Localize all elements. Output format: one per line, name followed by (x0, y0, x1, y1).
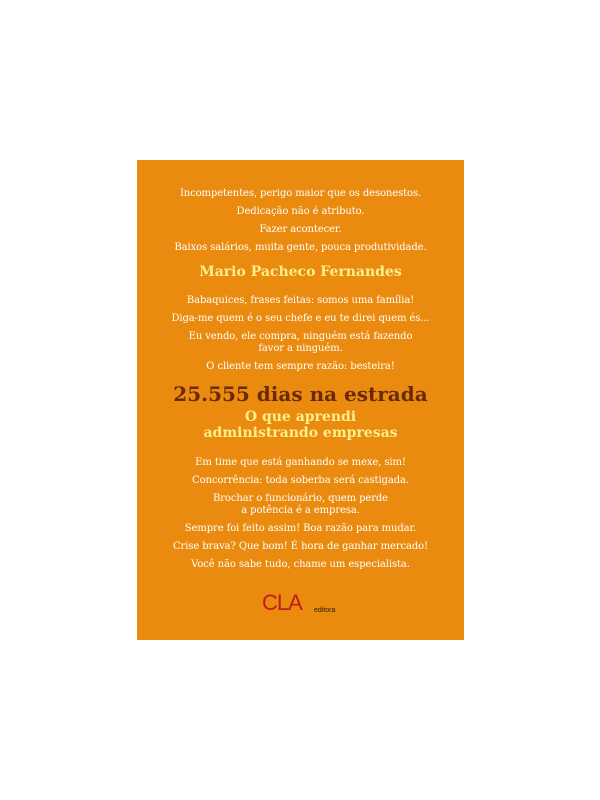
phrase-line: a potência é a empresa. (241, 505, 360, 516)
book-cover (137, 160, 464, 640)
phrase-line: Fazer acontecer. (259, 224, 342, 235)
book-subtitle (137, 409, 464, 441)
phrase-line: Crise brava? Que bom! É hora de ganhar mercado! (173, 541, 428, 552)
middle-phrases (137, 295, 464, 379)
phrase-line: O cliente tem sempre razão: besteira! (206, 361, 395, 372)
phrase-line: Sempre foi feito assim! Boa razão para mudar. (184, 523, 417, 534)
phrase-line: Concorrência: toda soberba será castigada. (192, 475, 409, 486)
top-phrases (137, 188, 464, 260)
author-name: Mario Pacheco Fernandes (199, 264, 402, 280)
phrase-line: Eu vendo, ele compra, ninguém está fazendo (188, 331, 413, 342)
subtitle-line: O que aprendi (244, 409, 357, 425)
phrase-line: Você não sabe tudo, chame um especialista. (191, 559, 410, 570)
publisher-logo-subtext: editora (314, 607, 336, 614)
subtitle-line: administrando empresas (203, 425, 398, 441)
publisher-logo-text: CLA (262, 590, 302, 615)
phrase-line: Incompetentes, perigo maior que os desonestos. (179, 188, 422, 199)
publisher-logo (262, 591, 342, 617)
phrase-line: favor a ninguém. (258, 343, 343, 354)
phrase-line: Babaquices, frases feitas: somos uma família! (186, 295, 415, 306)
phrase-line: Dedicação não é atributo. (236, 206, 365, 217)
phrase-line: Diga-me quem é o seu chefe e eu te direi quem és... (171, 313, 430, 324)
phrase-line: Baixos salários, muita gente, pouca produtividade. (174, 242, 427, 253)
phrase-line: Em time que está ganhando se mexe, sim! (195, 457, 406, 468)
book-title: 25.555 dias na estrada (173, 382, 428, 406)
bottom-phrases (137, 457, 464, 577)
phrase-line: Brochar o funcionário, quem perde (212, 493, 388, 504)
